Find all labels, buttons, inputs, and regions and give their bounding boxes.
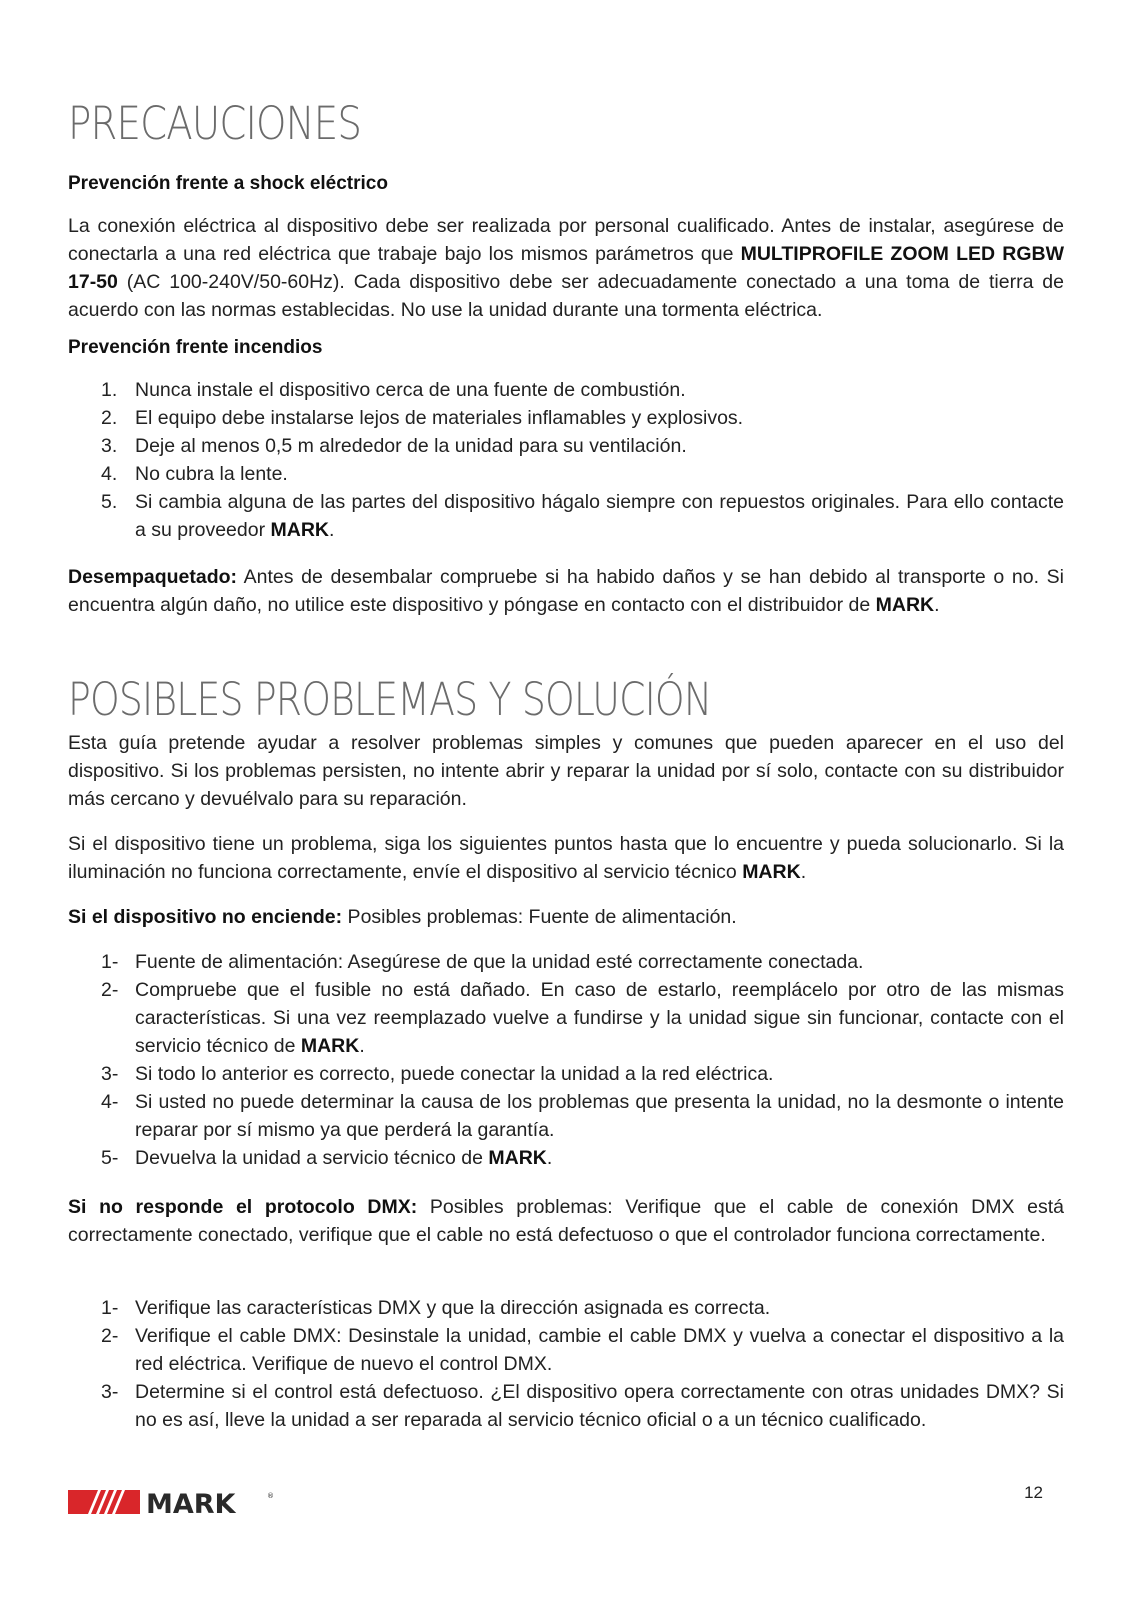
list-item: 1- Verifique las características DMX y que la dirección asignada es correcta. [101, 1297, 771, 1319]
heading-shock: Prevención frente a shock eléctrico [68, 173, 388, 194]
list-item: 3. Deje al menos 0,5 m alrededor de la unidad para su ventilación. [101, 435, 687, 457]
paragraph-unpack: Desempaquetado: Antes de desembalar compruebe si ha habido daños y se han debido al transporte o no. Si encuentra algún daño, no utilice este dispositivo y póngase en contacto con el distribuidor de MARK. [68, 566, 1064, 616]
list-item: 5. Si cambia alguna de las partes del dispositivo hágalo siempre con repuestos originales. Para ello contacte a su proveedor MARK. [101, 491, 1064, 541]
power-list [68, 948, 1064, 1172]
list-item: 3- Determine si el control está defectuoso. ¿El dispositivo opera correctamente con otras unidades DMX? Si no es así, lleve la unidad a ser reparada al servicio técnico oficial o a un técnico cualificado. [101, 1381, 1064, 1431]
list-item: 4- Si usted no puede determinar la causa de los problemas que presenta la unidad, no la desmonte o intente reparar por sí mismo ya que perderá la garantía. [101, 1091, 1064, 1141]
paragraph-dmx: Si no responde el protocolo DMX: Posibles problemas: Verifique que el cable de conexión DMX está correctamente conectado, verifique que el cable no está defectuoso o que el controlador funciona correctamente. [68, 1196, 1064, 1246]
list-item: 2. El equipo debe instalarse lejos de materiales inflamables y explosivos. [101, 407, 744, 429]
section-title-precauciones: PRECAUCIONES [68, 97, 362, 150]
dmx-list [68, 1294, 1064, 1434]
paragraph-shock: La conexión eléctrica al dispositivo debe ser realizada por personal cualificado. Antes de instalar, asegúrese de conectarla a una red eléctrica que trabaje bajo los mismos parámetros que MULTIPROFILE ZOOM LED RGBW 17-50 (AC 100-240V/50-60Hz). Cada dispositivo debe ser adecuadamente conectado a una toma de tierra de acuerdo con las normas establecidas. No use la unidad durante una tormenta eléctrica. [68, 215, 1065, 321]
section-title-problemas: POSIBLES PROBLEMAS Y SOLUCIÓN [68, 673, 712, 726]
mark-logo-icon [68, 1488, 278, 1516]
list-item: 1. Nunca instale el dispositivo cerca de una fuente de combustión. [101, 379, 686, 401]
list-item: 5- Devuelva la unidad a servicio técnico de MARK. [101, 1147, 553, 1169]
list-item: 3- Si todo lo anterior es correcto, puede conectar la unidad a la red eléctrica. [101, 1063, 774, 1085]
paragraph-power: Si el dispositivo no enciende: Posibles problemas: Fuente de alimentación. [68, 906, 737, 928]
list-item: 4. No cubra la lente. [101, 463, 288, 485]
heading-fire: Prevención frente incendios [68, 337, 323, 358]
mark-logo [68, 1488, 278, 1516]
paragraph-intro-1: Esta guía pretende ayudar a resolver problemas simples y comunes que pueden aparecer en el uso del dispositivo. Si los problemas persisten, no intente abrir y reparar la unidad por sí solo, contacte con su distribuidor más cercano y devuélvalo para su reparación. [68, 732, 1064, 810]
page-number: 12 [1024, 1483, 1043, 1502]
logo-text: MARK [146, 1489, 236, 1516]
fire-list [68, 376, 1064, 544]
svg-text:®: ® [267, 1492, 274, 1500]
list-item: 2- Verifique el cable DMX: Desinstale la unidad, cambie el cable DMX y vuelva a conectar el dispositivo a la red eléctrica. Verifique de nuevo el control DMX. [101, 1325, 1064, 1375]
list-item: 2- Compruebe que el fusible no está dañado. En caso de estarlo, reemplácelo por otro de las mismas características. Si una vez reemplazado vuelve a fundirse y la unidad sigue sin funcionar, contacte con el servicio técnico de MARK. [101, 979, 1064, 1057]
paragraph-intro-2: Si el dispositivo tiene un problema, siga los siguientes puntos hasta que lo encuentre y pueda solucionarlo. Si la iluminación no funciona correctamente, envíe el dispositivo al servicio técnico MARK. [68, 833, 1064, 883]
list-item: 1- Fuente de alimentación: Asegúrese de que la unidad esté correctamente conectada. [101, 951, 864, 973]
